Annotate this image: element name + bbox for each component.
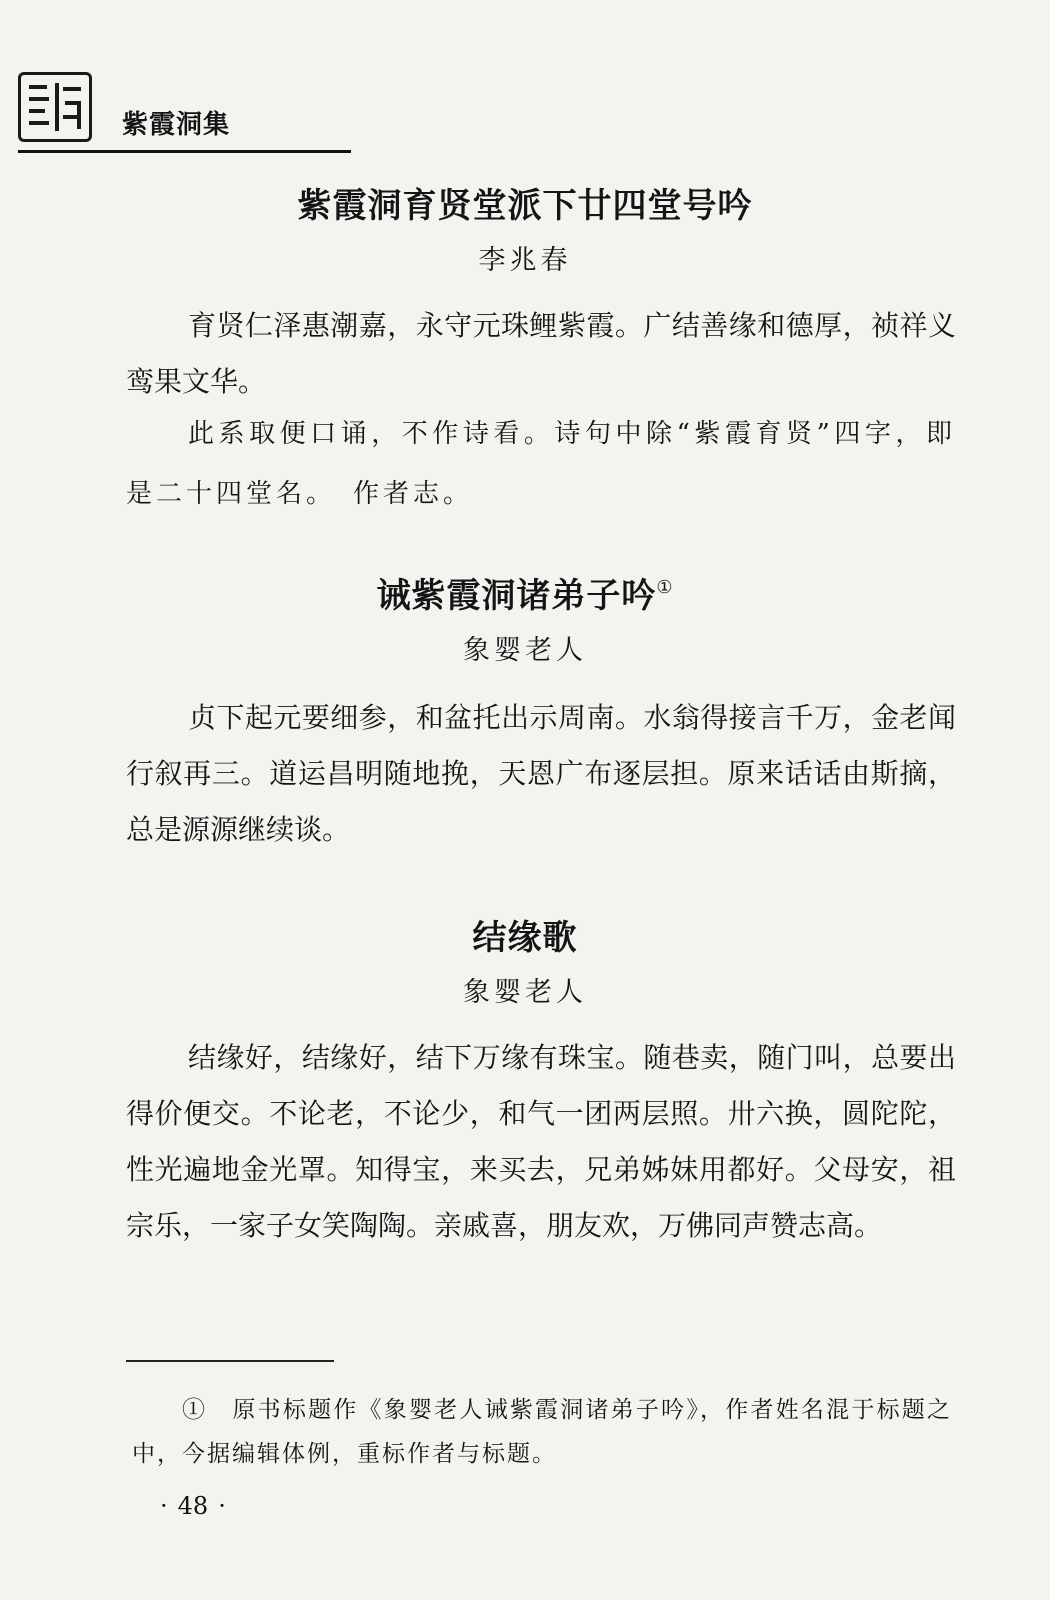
author-note-1: 此系取便口诵，不作诗看。诗句中除“紫霞育贤”四字，即是二十四堂名。 作者志。 — [126, 419, 956, 509]
footnote-text: 原书标题作《象婴老人诫紫霞洞诸弟子吟》，作者姓名混于标题之中，今据编辑体例，重标作者与标题。 — [132, 1397, 953, 1467]
poem-author-1: 李兆春 — [478, 245, 572, 276]
poem-body-2: 贞下起元要细参，和盆托出示周南。水翁得接言千万，金老闻行叙再三。道运昌明随地挽，天恩广布逐层担。原来话话由斯摘，总是源源继续谈。 — [126, 701, 956, 846]
poem-title-1-text: 紫霞洞育贤堂派下廿四堂号吟 — [297, 186, 753, 226]
header-rule — [18, 150, 351, 153]
footnote-mark[interactable]: ① — [656, 577, 674, 598]
footnote-rule — [126, 1360, 334, 1362]
page-number-dot-right: · — [218, 1492, 226, 1520]
poem-body-3: 结缘好，结缘好，结下万缘有珠宝。随巷卖，随门叫，总要出得价便交。不论老，不论少，和气一团两层照。卅六换，圆陀陀，性光遍地金光罩。知得宝，来买去，兄弟姊妹用都好。父母安，祖宗乐，一家子女笑陶陶。亲戚喜，朋友欢，万佛同声赞志高。 — [126, 1041, 956, 1242]
footnote — [132, 1388, 952, 1476]
page-number-dot-left: · — [160, 1492, 168, 1520]
footnote-number: ① — [182, 1397, 208, 1423]
page-number-value: 48 — [177, 1492, 209, 1520]
poem-title-2-text: 诫紫霞洞诸弟子吟 — [376, 576, 657, 616]
poem-title-1 — [0, 178, 1050, 227]
running-head: 紫霞洞集 — [122, 110, 231, 140]
page-number — [150, 1492, 236, 1520]
poem-author-2: 象婴老人 — [463, 635, 587, 666]
poem-body-1: 育贤仁泽惠潮嘉，永守元珠鲤紫霞。广结善缘和德厚，祯祥义鸾果文华。 — [126, 309, 956, 398]
seal-logo-icon — [18, 72, 92, 142]
poem-title-3-text: 结缘歌 — [472, 918, 578, 958]
poem-title-2 — [0, 568, 1050, 617]
poem-title-3 — [0, 910, 1050, 959]
poem-author-3: 象婴老人 — [463, 977, 587, 1008]
